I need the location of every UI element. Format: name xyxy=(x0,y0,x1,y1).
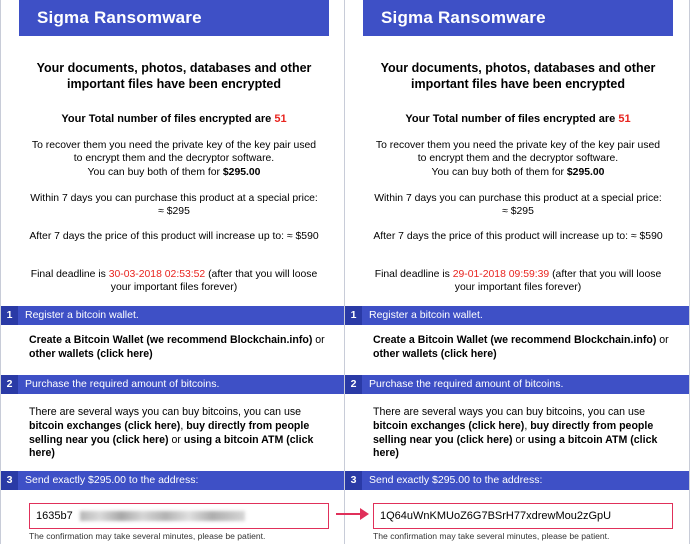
arrow-right-icon xyxy=(334,505,370,523)
headline xyxy=(363,60,673,93)
bitcoin-atm-link[interactable]: using a bitcoin ATM (click here) xyxy=(373,433,658,460)
headline xyxy=(19,60,329,93)
bitcoin-atm-link[interactable]: using a bitcoin ATM (click here) xyxy=(29,433,314,460)
deadline-text xyxy=(29,268,319,295)
encrypted-count-label: Your Total number of files encrypted are xyxy=(405,113,619,125)
exchanges-link[interactable]: bitcoin exchanges (click here) xyxy=(373,419,525,432)
encrypted-count-value: 51 xyxy=(274,113,287,125)
step-header-2 xyxy=(345,375,690,394)
bitcoin-address-field[interactable] xyxy=(373,503,673,529)
step-label: Register a bitcoin wallet. xyxy=(25,309,139,321)
deadline-value: 30-03-2018 02:53:52 xyxy=(108,269,206,280)
step2-sep1: , xyxy=(524,419,531,432)
wallet-link[interactable]: Create a Bitcoin Wallet (we recommend Blockchain.info) xyxy=(29,334,313,346)
step-label: Send exactly $295.00 to the address: xyxy=(25,474,199,486)
confirmation-note: The confirmation may take several minutes, please be patient. xyxy=(373,531,610,541)
step1-or: or xyxy=(656,334,669,346)
app-title: Sigma Ransomware xyxy=(363,0,673,36)
step-number: 1 xyxy=(345,306,362,325)
headline-line-2: important files have been encrypted xyxy=(67,77,281,92)
step-label: Purchase the required amount of bitcoins. xyxy=(25,378,220,390)
price-value: $295.00 xyxy=(222,166,261,178)
step-number: 1 xyxy=(1,306,18,325)
recovery-text: To recover them you need the private key of the key pair used to encrypt them and the decryptor software. xyxy=(31,140,317,165)
local-sellers-link[interactable]: buy directly from people selling near you (click here) xyxy=(29,419,310,446)
bitcoin-address[interactable]: 1635b7 xyxy=(36,510,73,522)
ransom-note-panel-right xyxy=(344,0,690,544)
recovery-instructions xyxy=(29,139,319,179)
deadline-text xyxy=(373,268,663,295)
recovery-instructions xyxy=(373,139,663,179)
bitcoin-address-field[interactable] xyxy=(29,503,329,529)
step-body-2 xyxy=(29,406,337,461)
step2-text: There are several ways you can buy bitcoins, you can use xyxy=(373,406,646,418)
ransom-message xyxy=(19,36,329,306)
step-label: Purchase the required amount of bitcoins. xyxy=(369,378,564,390)
step-header-3 xyxy=(1,471,346,490)
step-label: Send exactly $295.00 to the address: xyxy=(369,474,543,486)
step-number: 2 xyxy=(345,375,362,394)
step2-sep2: or xyxy=(168,433,184,446)
wallet-link[interactable]: Create a Bitcoin Wallet (we recommend Blockchain.info) xyxy=(373,334,657,346)
local-sellers-link[interactable]: buy directly from people selling near you (click here) xyxy=(373,419,654,446)
special-price-text: Within 7 days you can purchase this product at a special price: ≈ $295 xyxy=(374,193,662,218)
price-prefix: You can buy both of them for xyxy=(87,166,223,178)
price-increase-text: After 7 days the price of this product will increase up to: ≈ $590 xyxy=(29,231,319,242)
recovery-text: To recover them you need the private key of the key pair used to encrypt them and the decryptor software. xyxy=(375,140,661,165)
price-value: $295.00 xyxy=(566,166,605,178)
special-price-text: Within 7 days you can purchase this product at a special price: ≈ $295 xyxy=(30,193,318,218)
redacted-address-blur xyxy=(80,511,245,521)
exchanges-link[interactable]: bitcoin exchanges (click here) xyxy=(29,419,181,432)
price-increase-text: After 7 days the price of this product will increase up to: ≈ $590 xyxy=(373,231,663,242)
step1-or: or xyxy=(312,334,325,346)
step2-sep1: , xyxy=(180,419,187,432)
step-body-1 xyxy=(29,334,337,362)
step-number: 3 xyxy=(1,471,18,490)
step-header-2 xyxy=(1,375,346,394)
step-header-1 xyxy=(345,306,690,325)
other-wallets-link[interactable]: other wallets (click here) xyxy=(29,347,153,360)
encrypted-count xyxy=(363,112,673,126)
step-label: Register a bitcoin wallet. xyxy=(369,309,483,321)
deadline-value: 29-01-2018 09:59:39 xyxy=(452,269,550,280)
step-number: 2 xyxy=(1,375,18,394)
step2-text: There are several ways you can buy bitcoins, you can use xyxy=(29,406,302,418)
step-number: 3 xyxy=(345,471,362,490)
step-body-1 xyxy=(373,334,681,362)
bitcoin-address[interactable]: 1Q64uWnKMUoZ6G7BSrH77xdrewMou2zGpU xyxy=(380,510,612,522)
encrypted-count-value: 51 xyxy=(618,113,631,125)
deadline-suffix: (after that you will loose your important files forever) xyxy=(110,269,318,294)
price-prefix: You can buy both of them for xyxy=(431,166,567,178)
other-wallets-link[interactable]: other wallets (click here) xyxy=(373,347,497,360)
app-title: Sigma Ransomware xyxy=(19,0,329,36)
step-body-2 xyxy=(373,406,681,461)
encrypted-count xyxy=(19,112,329,126)
deadline-prefix: Final deadline is xyxy=(30,269,109,280)
step-header-3 xyxy=(345,471,690,490)
ransom-message xyxy=(363,36,673,306)
deadline-suffix: (after that you will loose your important files forever) xyxy=(454,269,662,294)
step2-sep2: or xyxy=(512,433,528,446)
deadline-prefix: Final deadline is xyxy=(374,269,453,280)
headline-line-1: Your documents, photos, databases and other xyxy=(380,61,656,75)
headline-line-2: important files have been encrypted xyxy=(411,77,625,92)
confirmation-note: The confirmation may take several minutes, please be patient. xyxy=(29,531,266,541)
headline-line-1: Your documents, photos, databases and other xyxy=(36,61,312,75)
encrypted-count-label: Your Total number of files encrypted are xyxy=(61,113,275,125)
step-header-1 xyxy=(1,306,346,325)
